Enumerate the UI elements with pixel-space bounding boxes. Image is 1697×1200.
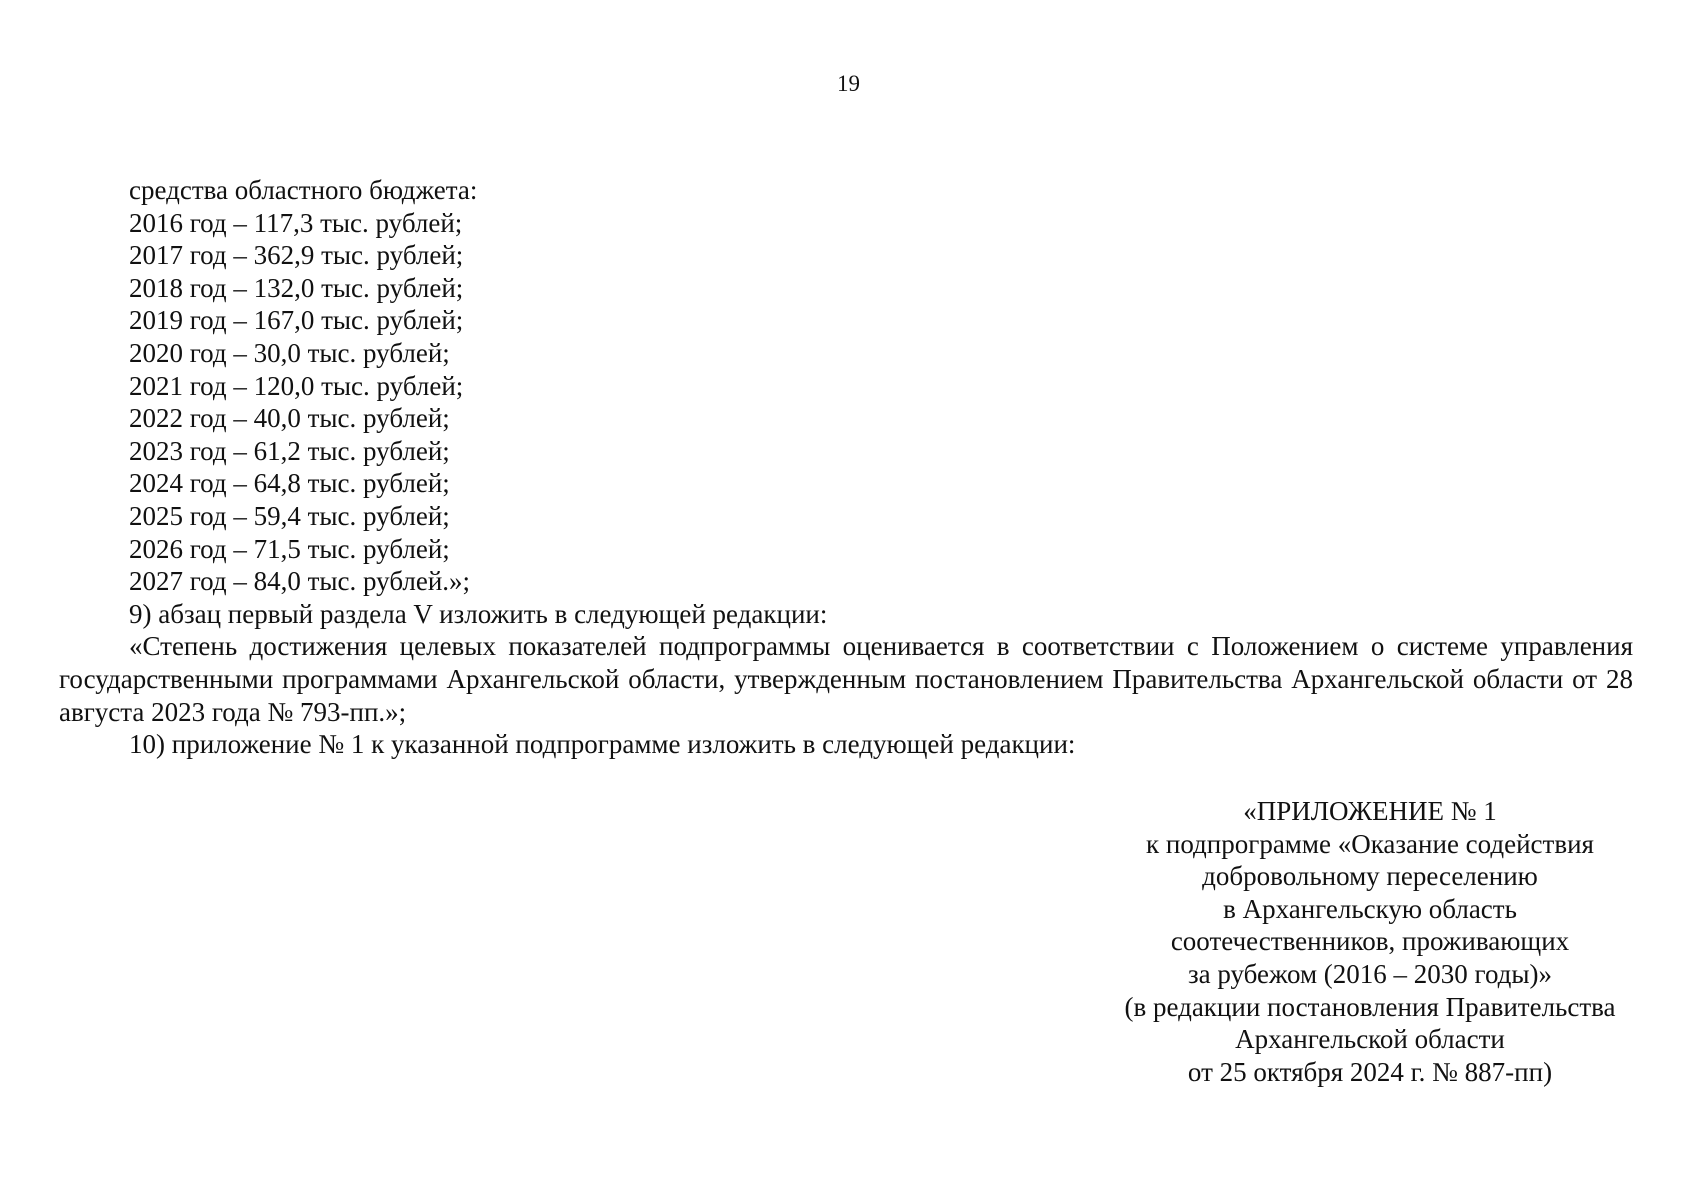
appendix-line: за рубежом (2016 – 2030 годы)» — [1187, 958, 1553, 989]
appendix-line: от 25 октября 2024 г. № 887-пп) — [1187, 1056, 1553, 1087]
budget-line-2016: 2016 год – 117,3 тыс. рублей; — [129, 207, 463, 238]
budget-line-2019: 2019 год – 167,0 тыс. рублей; — [129, 305, 464, 336]
budget-line-2023: 2023 год – 61,2 тыс. рублей; — [129, 435, 450, 466]
appendix-line: к подпрограмме «Оказание содействия — [1146, 828, 1594, 859]
item-9-heading: 9) абзац первый раздела V изложить в следующей редакции: — [129, 598, 828, 629]
budget-line-2024: 2024 год – 64,8 тыс. рублей; — [129, 468, 450, 499]
appendix-line: Архангельской области — [1235, 1024, 1505, 1055]
appendix-line: (в редакции постановления Правительства — [1124, 991, 1616, 1022]
appendix-line: в Архангельскую область — [1223, 893, 1517, 924]
appendix-title: «ПРИЛОЖЕНИЕ № 1 — [1243, 796, 1497, 826]
appendix-line: соотечественников, проживающих — [1170, 926, 1570, 957]
budget-line-2027: 2027 год – 84,0 тыс. рублей.»; — [129, 566, 471, 597]
budget-line-2026: 2026 год – 71,5 тыс. рублей; — [129, 533, 450, 564]
page-number: 19 — [837, 71, 860, 96]
document-body — [59, 174, 1633, 761]
item-9-paragraph: «Степень достижения целевых показателей подпрограммы оценивается в соответствии с Положением о системе управления государственными программами Архангельской области, утвержденным постановлением Правительства Архангельской области от 28 августа 2023 года № 793-пп.»; — [59, 631, 1633, 727]
budget-line-2021: 2021 год – 120,0 тыс. рублей; — [129, 370, 464, 401]
budget-line-2018: 2018 год – 132,0 тыс. рублей; — [129, 272, 464, 303]
appendix-line: добровольному переселению — [1202, 861, 1538, 892]
budget-line-2025: 2025 год – 59,4 тыс. рублей; — [129, 500, 450, 531]
item-10-heading: 10) приложение № 1 к указанной подпрограмме изложить в следующей редакции: — [129, 729, 1076, 760]
budget-line-2017: 2017 год – 362,9 тыс. рублей; — [129, 240, 464, 271]
budget-line-2020: 2020 год – 30,0 тыс. рублей; — [129, 337, 450, 368]
appendix-header — [1110, 795, 1630, 1088]
budget-line-2022: 2022 год – 40,0 тыс. рублей; — [129, 403, 450, 434]
budget-heading: средства областного бюджета: — [129, 175, 478, 205]
